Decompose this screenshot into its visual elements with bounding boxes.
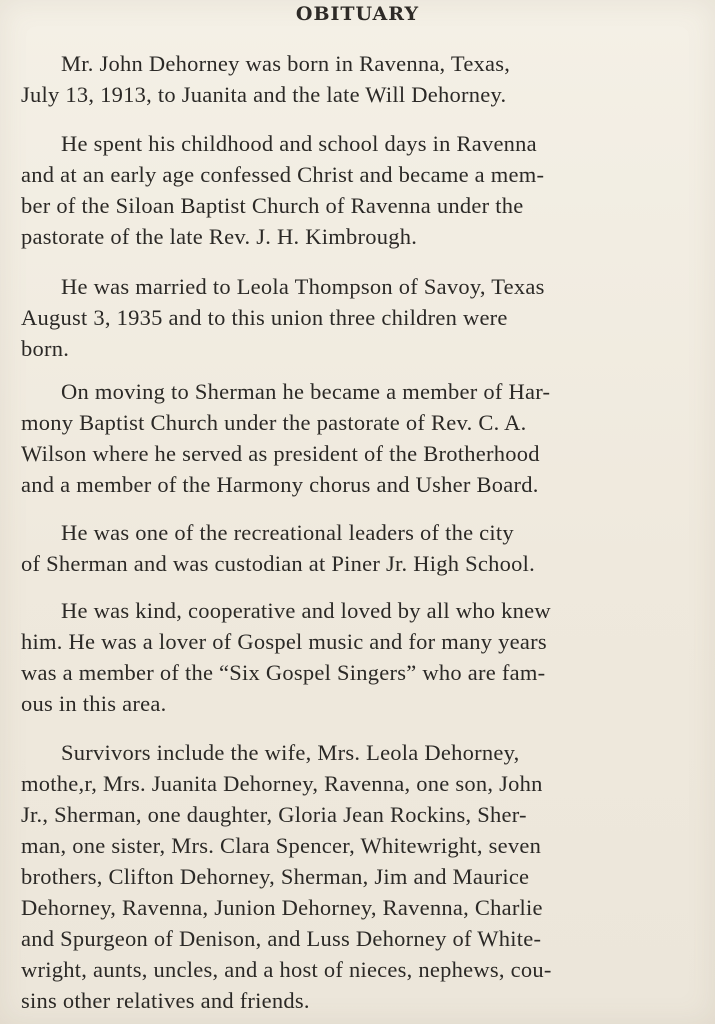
paragraph-community xyxy=(21,517,711,579)
text-line: He was one of the recreational leaders of the city xyxy=(61,520,514,545)
text-line: him. He was a lover of Gospel music and for many years xyxy=(21,629,547,654)
paragraph-birth xyxy=(21,48,711,110)
text-line: He was kind, cooperative and loved by all who knew xyxy=(61,598,551,623)
text-line: and Spurgeon of Denison, and Luss Dehorney of White- xyxy=(21,926,542,951)
text-line: July 13, 1913, to Juanita and the late Will Dehorney. xyxy=(21,82,507,107)
text-line: of Sherman and was custodian at Piner Jr. High School. xyxy=(21,551,536,576)
paragraph-character xyxy=(21,595,711,719)
text-line: August 3, 1935 and to this union three children were xyxy=(21,305,508,330)
text-line: wright, aunts, uncles, and a host of nieces, nephews, cou- xyxy=(21,957,552,982)
text-line: sins other relatives and friends. xyxy=(21,988,310,1013)
text-line: man, one sister, Mrs. Clara Spencer, Whitewright, seven xyxy=(21,833,542,858)
text-line: Survivors include the wife, Mrs. Leola Dehorney, xyxy=(61,740,520,765)
text-line: Jr., Sherman, one daughter, Gloria Jean Rockins, Sher- xyxy=(21,802,527,827)
text-line: and a member of the Harmony chorus and Usher Board. xyxy=(21,472,539,497)
text-line: and at an early age confessed Christ and became a mem- xyxy=(21,162,545,187)
text-line: born. xyxy=(21,336,70,361)
text-line: On moving to Sherman he became a member of Har- xyxy=(61,379,551,404)
paragraph-survivors xyxy=(21,737,711,1016)
obituary-title: OBITUARY xyxy=(295,3,420,25)
text-line: He spent his childhood and school days in Ravenna xyxy=(61,131,537,156)
text-line: Mr. John Dehorney was born in Ravenna, Texas, xyxy=(61,51,511,76)
text-line: Wilson where he served as president of the Brotherhood xyxy=(21,441,540,466)
paragraph-marriage xyxy=(21,271,711,364)
text-line: pastorate of the late Rev. J. H. Kimbrough. xyxy=(21,224,418,249)
text-line: mothe,r, Mrs. Juanita Dehorney, Ravenna, one son, John xyxy=(21,771,543,796)
text-line: mony Baptist Church under the pastorate of Rev. C. A. xyxy=(21,410,527,435)
text-line: Dehorney, Ravenna, Junion Dehorney, Ravenna, Charlie xyxy=(21,895,543,920)
text-line: He was married to Leola Thompson of Savoy, Texas xyxy=(61,274,545,299)
text-line: was a member of the “Six Gospel Singers” who are fam- xyxy=(21,660,546,685)
text-line: ous in this area. xyxy=(21,691,167,716)
paragraph-childhood xyxy=(21,128,711,252)
text-line: ber of the Siloan Baptist Church of Ravenna under the xyxy=(21,193,524,218)
text-line: brothers, Clifton Dehorney, Sherman, Jim and Maurice xyxy=(21,864,530,889)
paragraph-sherman-church xyxy=(21,376,711,500)
